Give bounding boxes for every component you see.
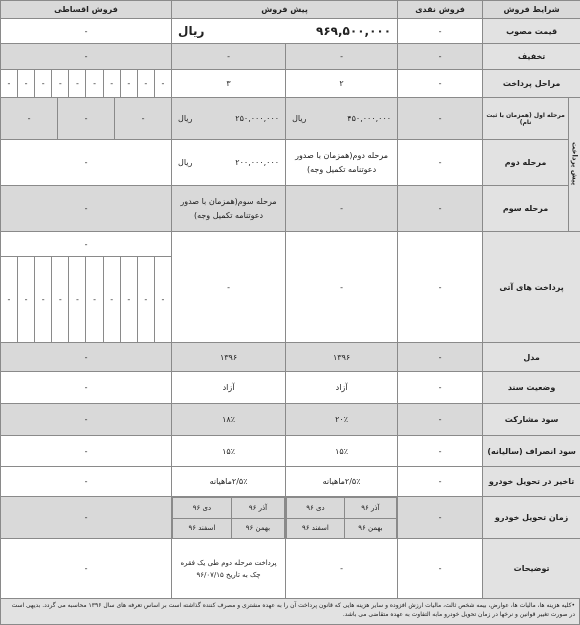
- participation-profit-installment: -: [1, 404, 172, 436]
- row-stage3: [1, 186, 580, 232]
- label-model: مدل: [483, 343, 580, 372]
- model-installment: -: [1, 343, 172, 372]
- label-cancellation-profit: سود انصراف (سالیانه): [483, 436, 580, 467]
- stage1-inst-c: -: [1, 98, 58, 140]
- row-payment-stages: [1, 70, 580, 98]
- label-stage1: مرحله اول (همزمان با ثبت نام): [483, 98, 569, 140]
- row-participation-profit: [1, 404, 580, 436]
- stage-cell: -: [34, 70, 51, 97]
- row-stage1: [1, 98, 580, 140]
- label-stage3: مرحله سوم: [483, 186, 569, 232]
- doc-status-presale-b: آزاد: [172, 372, 286, 404]
- discount-cash: -: [398, 44, 483, 70]
- future-cell: -: [17, 257, 34, 342]
- delivery-month: آذر ۹۶: [344, 498, 396, 519]
- delivery-month: بهمن ۹۶: [344, 518, 396, 538]
- payment-stages-cash: -: [398, 70, 483, 98]
- stage1-inst-b: -: [58, 98, 115, 140]
- stage2-presale-a: مرحله دوم(همزمان با صدور دعوتنامه تکمیل وجه): [286, 140, 398, 186]
- delivery-time-presale-a: [286, 497, 398, 539]
- row-discount: [1, 44, 580, 70]
- delivery-months-table: [286, 497, 397, 538]
- row-notes: [1, 539, 580, 599]
- stage1-cash: -: [398, 98, 483, 140]
- future-cell: -: [34, 257, 51, 342]
- participation-profit-presale-b: ۱۸٪: [172, 404, 286, 436]
- delivery-months-table: [172, 497, 285, 538]
- label-participation-profit: سود مشارکت: [483, 404, 580, 436]
- row-doc-status: [1, 372, 580, 404]
- label-approved-price: قیمت مصوب: [483, 19, 580, 44]
- approved-price-installment: -: [1, 19, 172, 44]
- future-cell: -: [103, 257, 120, 342]
- future-cell: -: [137, 257, 154, 342]
- approved-price-unit: ریال: [178, 24, 205, 38]
- label-notes: توضیحات: [483, 539, 580, 599]
- delivery-delay-installment: -: [1, 467, 172, 497]
- delivery-delay-cash: -: [398, 467, 483, 497]
- delivery-time-installment: -: [1, 497, 172, 539]
- model-cash: -: [398, 343, 483, 372]
- cancellation-profit-installment: -: [1, 436, 172, 467]
- prepay-group-label: پیش پرداخت: [569, 98, 580, 232]
- stage1-presale-a-unit: ریال: [292, 114, 307, 123]
- stage-cell: -: [137, 70, 154, 97]
- stage3-presale-b: مرحله سوم(همزمان با صدور دعوتنامه تکمیل وجه): [172, 186, 286, 232]
- model-presale-b: ۱۳۹۶: [172, 343, 286, 372]
- stage-cell: -: [103, 70, 120, 97]
- footnote: •کلیه هزینه ها، مالیات ها، عوارض، بیمه شخص ثالث، مالیات ارزش افزوده و سایر هزینه هایی که قانون پرداخت آن را به عهده مشتری و مصرف کننده گذاشته است بر اساس تعرفه های سال ۱۳۹۶ محاسبه می گردد. بدیهی است در صورت تغییر قوانین و نرخها در زمان تحویل خودرو مابه التفاوت به عهده متقاضی می باشد.: [0, 598, 580, 625]
- future-payments-presale-a: -: [286, 232, 398, 343]
- cancellation-profit-presale-a: ۱۵٪: [286, 436, 398, 467]
- stage3-installment: -: [1, 186, 172, 232]
- future-cell: -: [120, 257, 137, 342]
- stage-cell: -: [17, 70, 34, 97]
- future-cell: -: [85, 257, 102, 342]
- notes-cash: -: [398, 539, 483, 599]
- cancellation-profit-cash: -: [398, 436, 483, 467]
- stage1-presale-b: [172, 98, 286, 140]
- stage1-presale-a-value: ۴۵۰,۰۰۰,۰۰۰: [347, 114, 392, 123]
- stage-cell: -: [154, 70, 171, 97]
- header-conditions: شرایط فروش: [483, 1, 580, 19]
- future-payments-presale-b: -: [172, 232, 286, 343]
- stage1-presale-b-unit: ریال: [178, 114, 193, 123]
- stage-cell: -: [85, 70, 102, 97]
- row-model: [1, 343, 580, 372]
- payment-stage-2: ۲: [286, 70, 398, 98]
- payment-stage-3: ۳: [172, 70, 286, 98]
- label-discount: تخفیف: [483, 44, 580, 70]
- stage2-installment: -: [1, 140, 172, 186]
- stage3-cash: -: [398, 186, 483, 232]
- header-cash: فروش نقدی: [398, 1, 483, 19]
- stage1-inst-a: -: [115, 98, 172, 140]
- stage-cell: -: [7, 79, 11, 88]
- row-future-payments: [1, 232, 580, 343]
- header-installment: فروش اقساطی: [1, 1, 172, 19]
- delivery-month: اسفند ۹۶: [287, 518, 345, 538]
- payment-stages-installment: [1, 70, 172, 98]
- discount-presale-b: -: [172, 44, 286, 70]
- label-delivery-delay: تاخیر در تحویل خودرو: [483, 467, 580, 497]
- approved-price-cash: -: [398, 19, 483, 44]
- header-row: [1, 1, 580, 19]
- participation-profit-presale-a: ۲۰٪: [286, 404, 398, 436]
- stage2-cash: -: [398, 140, 483, 186]
- doc-status-cash: -: [398, 372, 483, 404]
- stage2-presale-b-value: ۲۰۰,۰۰۰,۰۰۰: [235, 158, 280, 167]
- stage-cell: -: [120, 70, 137, 97]
- approved-price-presale: [172, 19, 398, 44]
- delivery-time-presale-b: [172, 497, 286, 539]
- row-delivery-time: [1, 497, 580, 539]
- stage1-presale-b-value: ۲۵۰,۰۰۰,۰۰۰: [235, 114, 280, 123]
- delivery-month: اسفند ۹۶: [173, 518, 232, 538]
- row-approved-price: [1, 19, 580, 44]
- future-inst-top: -: [1, 232, 171, 257]
- cancellation-profit-presale-b: ۱۵٪: [172, 436, 286, 467]
- future-cell: -: [51, 257, 68, 342]
- doc-status-installment: -: [1, 372, 172, 404]
- participation-profit-cash: -: [398, 404, 483, 436]
- row-cancellation-profit: [1, 436, 580, 467]
- label-payment-stages: مراحل پرداخت: [483, 70, 580, 98]
- future-payments-cash: -: [398, 232, 483, 343]
- notes-presale-b: پرداخت مرحله دوم طی یک فقره چک به تاریخ ۹۶/۰۷/۱۵: [172, 539, 286, 599]
- discount-presale-a: -: [286, 44, 398, 70]
- row-stage2: [1, 140, 580, 186]
- future-payments-installment: [1, 232, 172, 343]
- notes-presale-a: -: [286, 539, 398, 599]
- doc-status-presale-a: آزاد: [286, 372, 398, 404]
- stage2-presale-b-unit: ریال: [178, 158, 193, 167]
- future-cell: -: [68, 257, 85, 342]
- future-cell: -: [154, 257, 171, 342]
- label-future-payments: پرداخت های آتی: [483, 232, 580, 343]
- stage3-presale-a: -: [286, 186, 398, 232]
- delivery-month: بهمن ۹۶: [231, 518, 284, 538]
- notes-installment: -: [1, 539, 172, 599]
- stage-cell: -: [51, 70, 68, 97]
- discount-installment: -: [1, 44, 172, 70]
- label-doc-status: وضعیت سند: [483, 372, 580, 404]
- model-presale-a: ۱۳۹۶: [286, 343, 398, 372]
- delivery-delay-presale-a: ۲/۵٪ماهیانه: [286, 467, 398, 497]
- approved-price-value: ۹۶۹,۵۰۰,۰۰۰: [316, 24, 392, 38]
- delivery-month: دی ۹۶: [287, 498, 345, 519]
- delivery-delay-presale-b: ۲/۵٪ماهیانه: [172, 467, 286, 497]
- future-cell: -: [7, 295, 11, 304]
- label-stage2: مرحله دوم: [483, 140, 569, 186]
- stage-cell: -: [68, 70, 85, 97]
- stage1-presale-a: [286, 98, 398, 140]
- delivery-month: دی ۹۶: [173, 498, 232, 519]
- stage2-presale-b: [172, 140, 286, 186]
- label-delivery-time: زمان تحویل خودرو: [483, 497, 580, 539]
- delivery-time-cash: -: [398, 497, 483, 539]
- row-delivery-delay: [1, 467, 580, 497]
- header-presale: پیش فروش: [172, 1, 398, 19]
- delivery-month: آذر ۹۶: [231, 498, 284, 519]
